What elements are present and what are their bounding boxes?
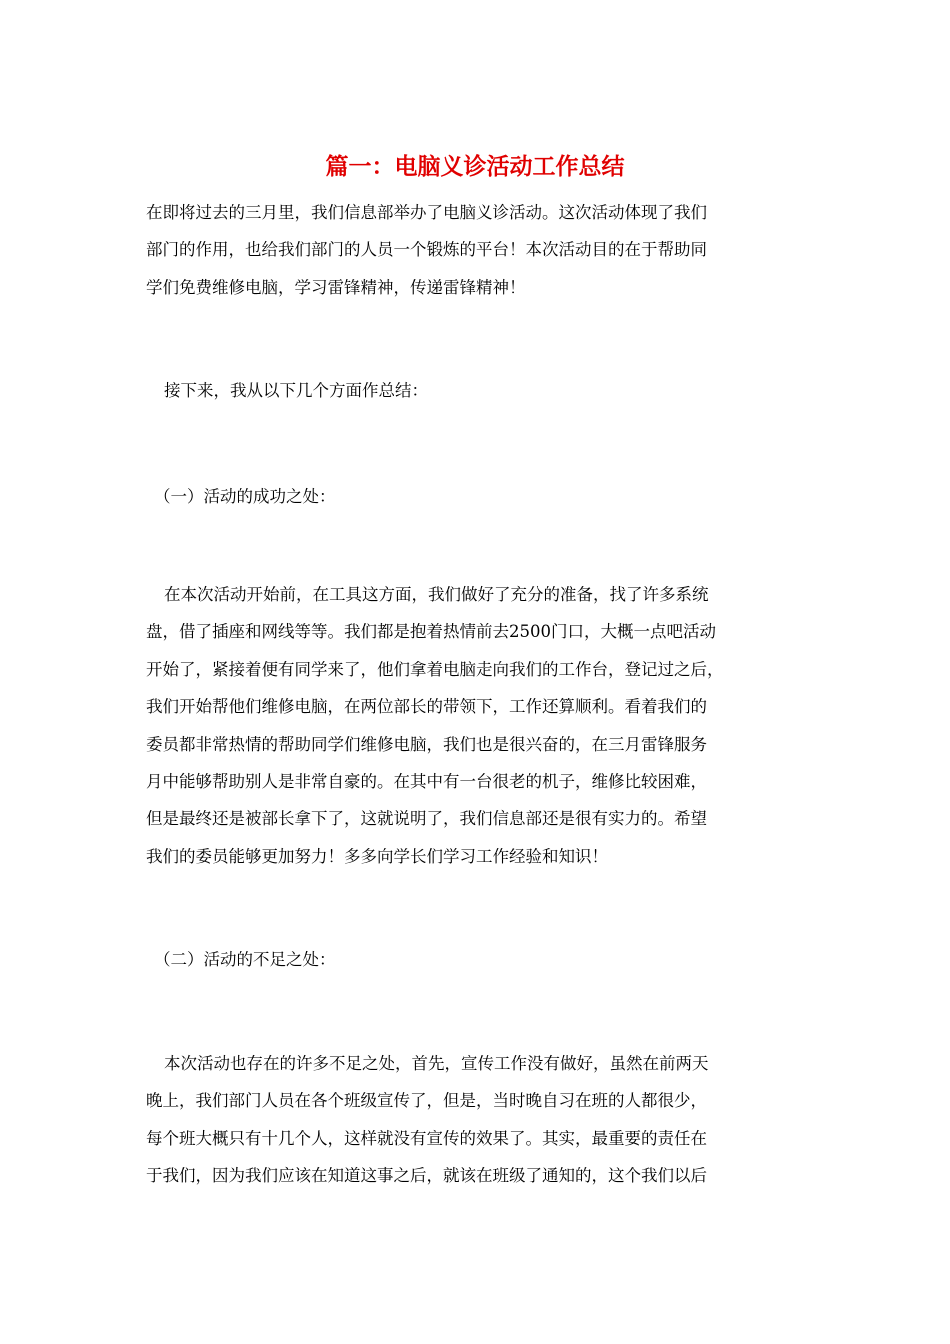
section1-line: 但是最终还是被部长拿下了，这就说明了，我们信息部还是很有实力的。希望 [146, 809, 707, 829]
section1-line: 我们的委员能够更加努力！多多向学长们学习工作经验和知识！ [146, 846, 608, 866]
document-title: 篇一：电脑义诊活动工作总结 [325, 153, 625, 180]
intro-line: 在即将过去的三月里，我们信息部举办了电脑义诊活动。这次活动体现了我们 [146, 203, 707, 222]
section2-heading-text: （二）活动的不足之处： [154, 950, 336, 969]
section2-line: 本次活动也存在的许多不足之处，首先，宣传工作没有做好，虽然在前两天 [164, 1054, 709, 1073]
section2-line: 每个班大概只有十几个人，这样就没有宣传的效果了。其实，最重要的责任在 [146, 1128, 707, 1148]
section2-heading [146, 941, 806, 978]
section1-line: 在本次活动开始前，在工具这方面，我们做好了充分的准备，找了许多系统 [164, 585, 709, 604]
overview-line: 接下来，我从以下几个方面作总结： [164, 381, 428, 400]
overview-paragraph [146, 372, 806, 409]
intro-paragraph [146, 194, 806, 306]
section1-heading-text: （一）活动的成功之处： [154, 487, 336, 506]
intro-line: 部门的作用，也给我们部门的人员一个锻炼的平台！本次活动目的在于帮助同 [146, 240, 707, 260]
section1-heading [146, 478, 806, 515]
intro-line: 学们免费维修电脑，学习雷锋精神，传递雷锋精神！ [146, 277, 526, 297]
section1-line: 盘，借了插座和网线等等。我们都是抱着热情前去2500门口，大概一点吧活动 [146, 622, 716, 642]
section1-line: 开始了，紧接着便有同学来了，他们拿着电脑走向我们的工作台，登记过之后， [146, 659, 724, 679]
section2-line: 晚上，我们部门人员在各个班级宣传了，但是，当时晚自习在班的人都很少， [146, 1091, 707, 1111]
section1-line: 月中能够帮助别人是非常自豪的。在其中有一台很老的机子，维修比较困难， [146, 772, 707, 792]
section2-paragraph [146, 1045, 806, 1195]
section1-line: 我们开始帮他们维修电脑，在两位部长的带领下，工作还算顺利。看着我们的 [146, 697, 707, 717]
section1-paragraph [146, 576, 806, 875]
section2-line: 于我们，因为我们应该在知道这事之后，就该在班级了通知的，这个我们以后 [146, 1166, 707, 1186]
section1-line: 委员都非常热情的帮助同学们维修电脑，我们也是很兴奋的，在三月雷锋服务 [146, 734, 707, 754]
